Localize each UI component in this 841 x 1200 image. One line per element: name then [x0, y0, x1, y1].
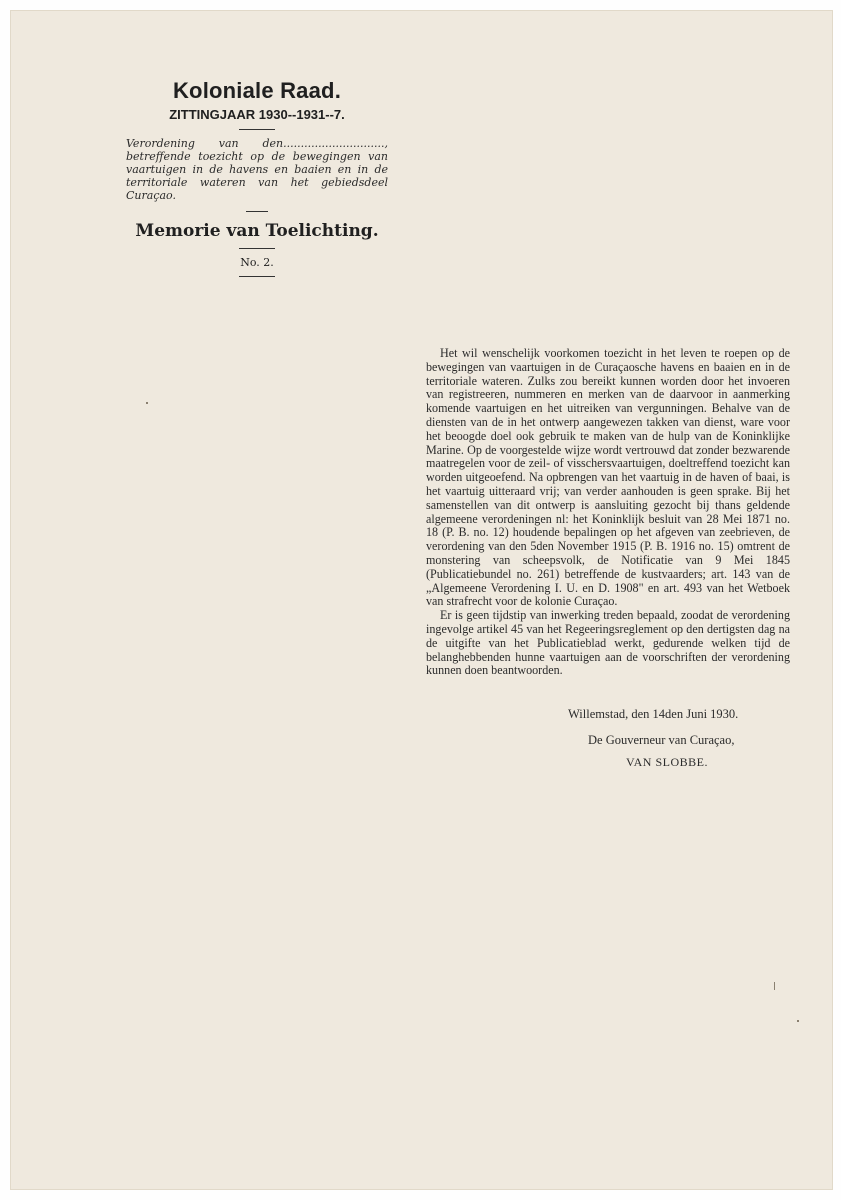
divider: [239, 248, 275, 249]
paper-speck: [797, 1020, 799, 1022]
signatory-name: VAN SLOBBE.: [626, 755, 708, 769]
memorie-heading: Memorie van Toelichting.: [135, 221, 379, 241]
divider: [239, 129, 275, 130]
paragraph: Er is geen tijdstip van inwerking treden bepaald, zoodat de verordening ingevolge artikel 45 van het Regeeringsreglement op den dertigsten dag na de uitgifte van het Publicatieblad werkt, gedurende welken tijd de belanghebbenden hunne vaartuigen aan de voorschriften der verordening kunnen doen beantwoorden.: [426, 608, 790, 678]
divider: [246, 211, 268, 212]
ordinance-subject: Verordening van den............................., betreffende toezicht op de bewegingen van vaartuigen in de havens en baaien en in de territoriale wateren van het gebiedsdeel Curaçao.: [126, 137, 388, 202]
paper-speck: [146, 402, 148, 404]
explanatory-memorandum: [426, 347, 790, 678]
document-header: [126, 78, 388, 284]
document-number: No. 2.: [240, 256, 274, 269]
paragraph: Het wil wenschelijk voorkomen toezicht in het leven te roepen op de bewegingen van vaartuigen in de Curaçaosche havens en baaien en in de territoriale wateren. Zulks zou bereikt kunnen worden door het invoeren van registreeren, nummeren en merken van de daarvoor in aanmerking komende vaartuigen en het uitreiken van vergunningen. Behalve van de diensten van de in het ontwerp aangewezen takken van dienst, ware voor het beoogde doel ook gebruik te maken van de hulp van de Koninklijke Marine. Op de voorgestelde wijze wordt vertrouwd dat zonder bezwarende maatregelen voor de zeil- of visschersvaartuigen, doeltreffend toezicht kan worden uitgeoefend. Na opbrengen van het vaartuig in de haven of baai, is het vaartuig uitteraard vrij; van verder aanhouden is geen sprake. Bij het samenstellen van dit ontwerp is aansluiting gezocht bij thans geldende algemeene verordeningen nl: het Koninklijk besluit van 28 Mei 1871 no. 18 (P. B. no. 12) houdende bepalingen op het afgeven van zeebrieven, de verordening van den 5den November 1915 (P. B. 1916 no. 15) omtrent de monstering van scheepsvolk, de Notificatie van 9 Mei 1845 (Publicatiebundel no. 261) betreffende de kustvaarders; art. 143 van de „Algemeene Verordening I. U. en D. 1908" en art. 493 van het Wetboek van strafrecht voor de kolonie Curaçao.: [426, 346, 790, 609]
session-year: ZITTINGJAAR 1930--1931--7.: [169, 107, 345, 122]
signatory-title: De Gouverneur van Curaçao,: [588, 733, 735, 747]
divider: [239, 276, 275, 277]
signature-date: Willemstad, den 14den Juni 1930.: [568, 707, 739, 721]
paper-speck: [774, 982, 775, 990]
council-title: Koloniale Raad.: [172, 78, 342, 103]
